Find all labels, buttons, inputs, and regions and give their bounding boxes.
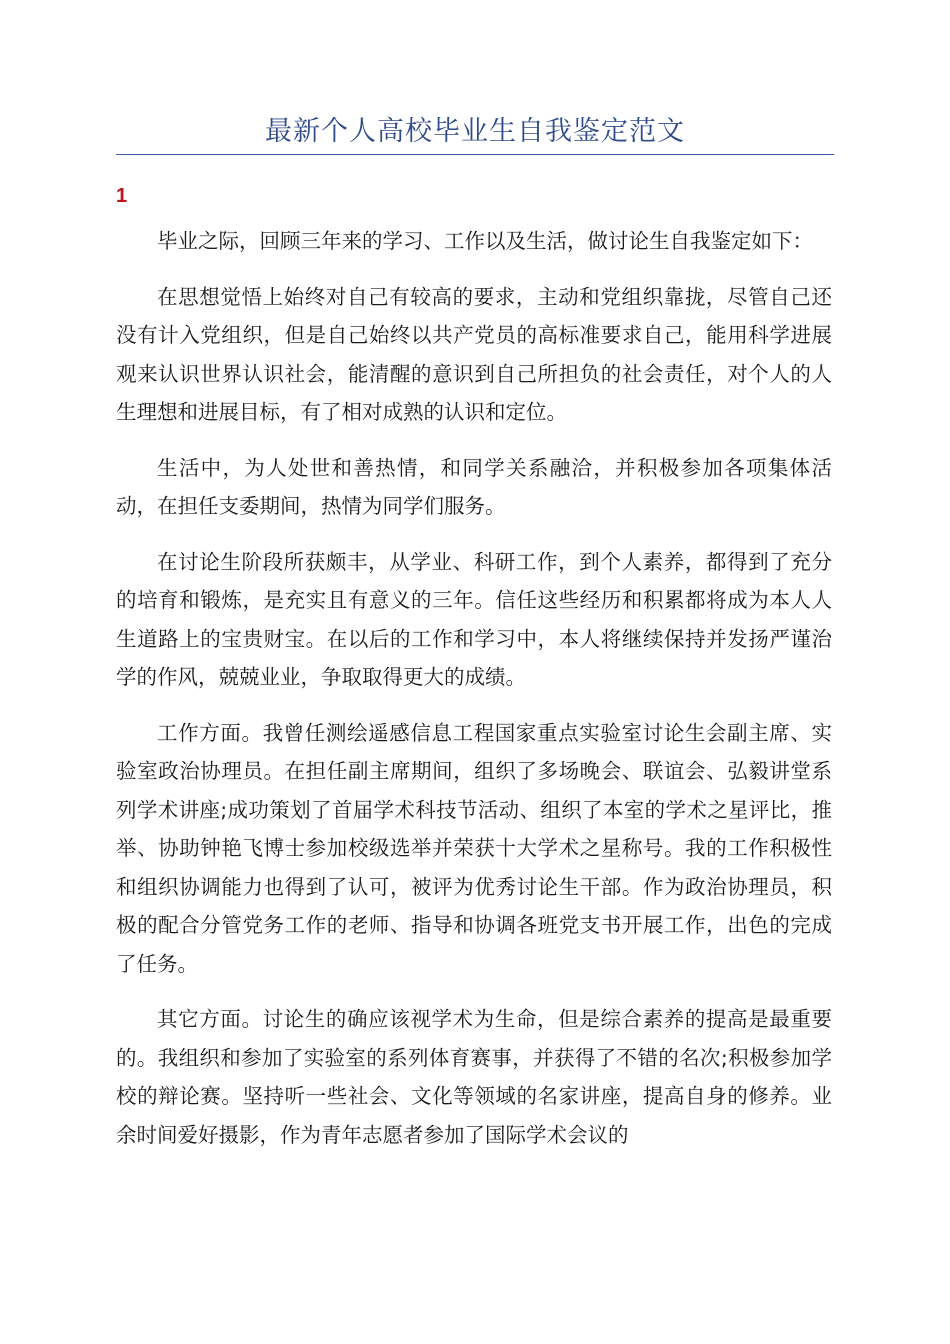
paragraph: 其它方面。讨论生的确应该视学术为生命，但是综合素养的提高是最重要的。我组织和参加了实验室的系列体育赛事，并获得了不错的名次;积极参加学校的辩论赛。坚持听一些社会、文化等领域的名家讲座，提高自身的修养。业余时间爱好摄影，作为青年志愿者参加了国际学术会议的 xyxy=(116,1007,832,1147)
paragraph: 毕业之际，回顾三年来的学习、工作以及生活，做讨论生自我鉴定如下： xyxy=(157,229,813,253)
paragraph: 在讨论生阶段所获颇丰，从学业、科研工作，到个人素养，都得到了充分的培育和锻炼，是充实且有意义的三年。信任这些经历和积累都将成为本人人生道路上的宝贵财宝。在以后的工作和学习中，本人将继续保持并发扬严谨治学的作风，兢兢业业，争取取得更大的成绩。 xyxy=(116,549,832,689)
body-text xyxy=(116,222,832,1171)
paragraph: 工作方面。我曾任测绘遥感信息工程国家重点实验室讨论生会副主席、实验室政治协理员。在担任副主席期间，组织了多场晚会、联谊会、弘毅讲堂系列学术讲座;成功策划了首届学术科技节活动、组织了本室的学术之星评比，推举、协助钟艳飞博士参加校级选举并荣获十大学术之星称号。我的工作积极性和组织协调能力也得到了认可，被评为优秀讨论生干部。作为政治协理员，积极的配合分管党务工作的老师、指导和协调各班党支书开展工作，出色的完成了任务。 xyxy=(116,720,832,976)
page-title: 最新个人高校毕业生自我鉴定范文 xyxy=(265,116,685,147)
paragraph: 在思想觉悟上始终对自己有较高的要求，主动和党组织靠拢，尽管自己还没有计入党组织，但是自己始终以共产党员的高标准要求自己，能用科学进展观来认识世界认识社会，能清醒的意识到自己所担负的社会责任，对个人的人生理想和进展目标，有了相对成熟的认识和定位。 xyxy=(116,284,832,424)
title-underline xyxy=(116,154,834,155)
section-number: 1 xyxy=(116,185,128,207)
paragraph: 生活中，为人处世和善热情，和同学关系融洽，并积极参加各项集体活动，在担任支委期间，热情为同学们服务。 xyxy=(116,455,832,518)
